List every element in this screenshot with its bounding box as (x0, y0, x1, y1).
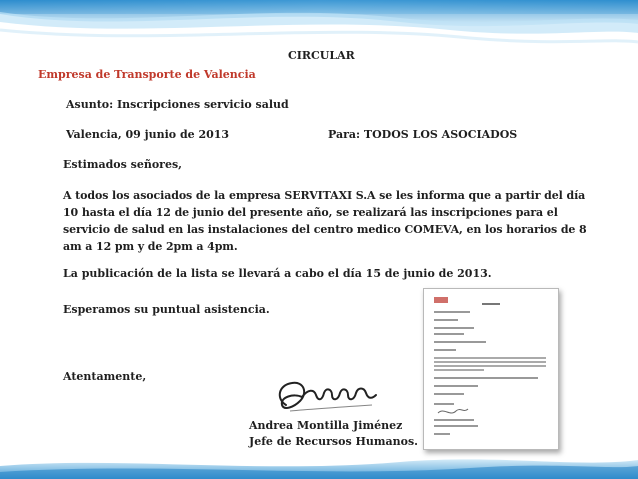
thumbnail-page-image (424, 289, 558, 449)
document-thumbnail (423, 288, 559, 450)
farewell: Atentamente, (63, 370, 147, 383)
publication-note: La publicación de la lista se llevará a cabo el día 15 de junio de 2013. (63, 267, 492, 280)
handwritten-signature (272, 375, 382, 419)
greeting: Estimados señores, (63, 158, 182, 171)
signer-title: Jefe de Recursos Humanos. (249, 435, 418, 448)
top-wave-decoration (0, 0, 638, 50)
closing-wish: Esperamos su puntual asistencia. (63, 303, 270, 316)
subject-line: Asunto: Inscripciones servicio salud (66, 98, 289, 111)
place-date: Valencia, 09 junio de 2013 (66, 128, 230, 141)
body-paragraph: A todos los asociados de la empresa SERVITAXI S.A se les informa que a partir del día 10 hasta el día 12 de junio del presente año, se realizará las inscripciones para el servicio de salud en las instalaciones del centro medico COMEVA, en los horarios de 8 am a 12 pm y de 2pm a 4pm. (63, 189, 587, 253)
bottom-wave-decoration (0, 452, 638, 479)
recipient-line: Para: TODOS LOS ASOCIADOS (328, 128, 518, 141)
document-heading: CIRCULAR (288, 49, 355, 62)
signer-name: Andrea Montilla Jiménez (249, 419, 403, 432)
company-name: Empresa de Transporte de Valencia (38, 68, 256, 81)
